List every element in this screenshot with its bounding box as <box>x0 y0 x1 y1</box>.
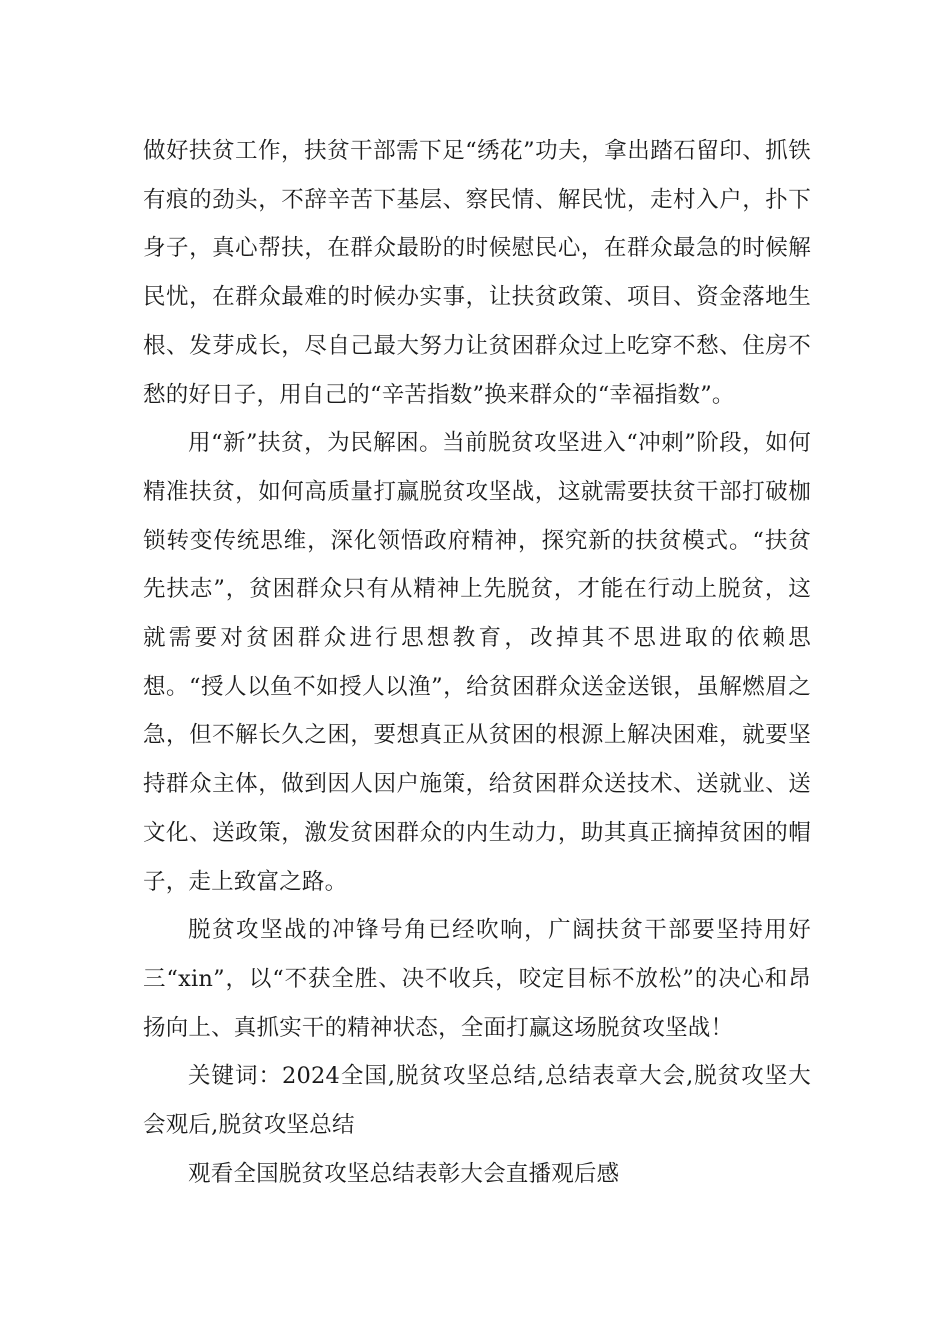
paragraph-1: 做好扶贫工作，扶贫干部需下足“绣花”功夫，拿出踏石留印、抓铁有痕的劲头，不辞辛苦下基层、察民情、解民忧，走村入户，扑下身子，真心帮扶，在群众最盼的时候慰民心，在群众最急的时候解民忧，在群众最难的时候办实事，让扶贫政策、项目、资金落地生根、发芽成长，尽自己最大努力让贫困群众过上吃穿不愁、住房不愁的好日子，用自己的“辛苦指数”换来群众的“幸福指数”。 <box>143 138 811 408</box>
document-body <box>143 127 811 1198</box>
paragraph-3: 脱贫攻坚战的冲锋号角已经吹响，广阔扶贫干部要坚持用好三“xin”，以“不获全胜、决不收兵，咬定目标不放松”的决心和昂扬向上、真抓实干的精神状态，全面打赢这场脱贫攻坚战！ <box>143 917 811 1041</box>
next-article-title: 观看全国脱贫攻坚总结表彰大会直播观后感 <box>188 1160 620 1187</box>
paragraph-2: 用“新”扶贫，为民解困。当前脱贫攻坚进入“冲刺”阶段，如何精准扶贫，如何高质量打赢脱贫攻坚战，这就需要扶贫干部打破枷锁转变传统思维，深化领悟政府精神，探究新的扶贫模式。“扶贫先扶志”，贫困群众只有从精神上先脱贫，才能在行动上脱贫，这就需要对贫困群众进行思想教育，改掉其不思进取的依赖思想。“授人以鱼不如授人以渔”，给贫困群众送金送银，虽解燃眉之急，但不解长久之困，要想真正从贫困的根源上解决困难，就要坚持群众主体，做到因人因户施策，给贫困群众送技术、送就业、送文化、送政策，激发贫困群众的内生动力，助其真正摘掉贫困的帽子，走上致富之路。 <box>143 430 811 895</box>
keywords-line: 关键词：2024全国,脱贫攻坚总结,总结表章大会,脱贫攻坚大会观后,脱贫攻坚总结 <box>143 1063 811 1139</box>
